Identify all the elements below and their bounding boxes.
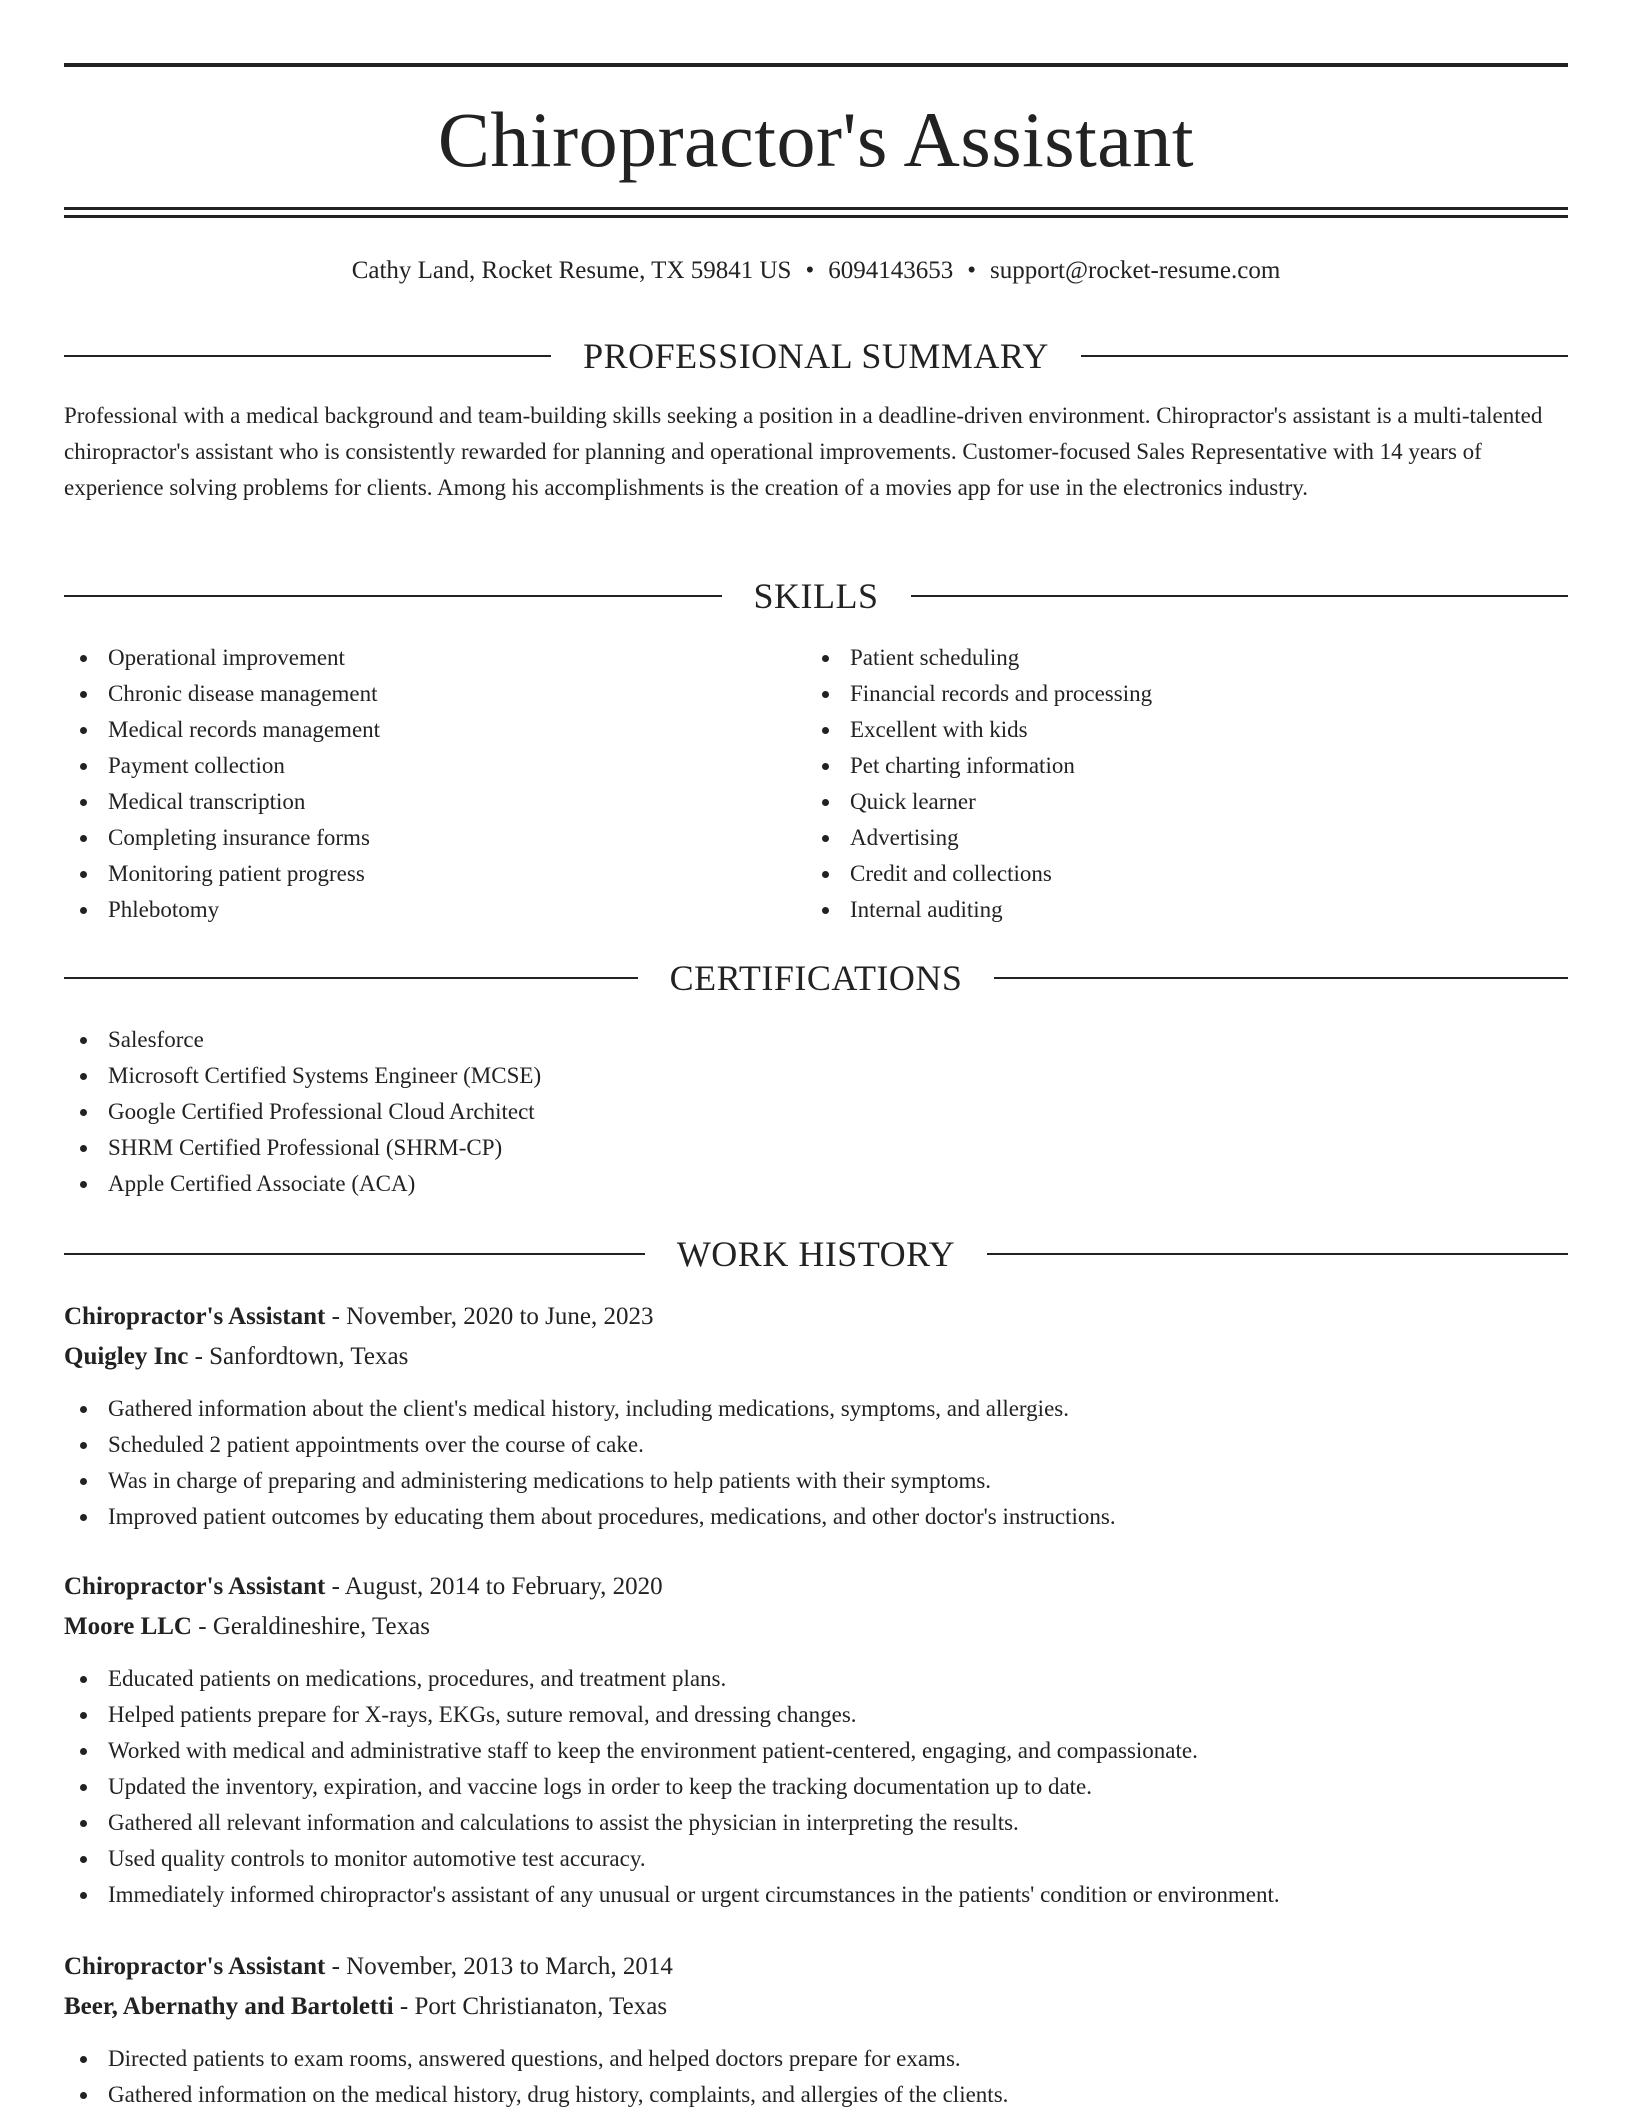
job-bullets bbox=[64, 1661, 1568, 1913]
section-heading-skills bbox=[64, 574, 1568, 618]
job-title-line bbox=[64, 1297, 1568, 1337]
section-title: SKILLS bbox=[753, 576, 879, 616]
top-rule bbox=[64, 63, 1568, 67]
heading-rule-left bbox=[64, 595, 722, 597]
heading-rule-right bbox=[994, 977, 1568, 979]
section-title: PROFESSIONAL SUMMARY bbox=[583, 336, 1049, 376]
heading-rule-right bbox=[987, 1253, 1568, 1255]
job-location: - Sanfordtown, Texas bbox=[188, 1343, 409, 1370]
job-bullet: Gathered information about the client's medical history, including medications, symptoms, and allergies. bbox=[64, 1391, 1568, 1427]
skill-item: Completing insurance forms bbox=[64, 820, 804, 856]
job-company-line bbox=[64, 1987, 1568, 2027]
heading-rule-right bbox=[911, 595, 1569, 597]
skill-item: Patient scheduling bbox=[806, 640, 1546, 676]
job-title-line bbox=[64, 1947, 1568, 1987]
contact-phone: 6094143653 bbox=[828, 257, 954, 284]
certification-item: Apple Certified Associate (ACA) bbox=[64, 1166, 1568, 1202]
skill-item: Quick learner bbox=[806, 784, 1546, 820]
job-location: - Port Christianaton, Texas bbox=[393, 1993, 668, 2020]
skills-list-right bbox=[806, 640, 1546, 928]
heading-rule-left bbox=[64, 355, 551, 357]
certification-item: SHRM Certified Professional (SHRM-CP) bbox=[64, 1130, 1568, 1166]
certification-item: Microsoft Certified Systems Engineer (MCSE) bbox=[64, 1058, 1568, 1094]
contact-separator: • bbox=[967, 257, 976, 284]
skill-item: Credit and collections bbox=[806, 856, 1546, 892]
job-dates: - November, 2013 to March, 2014 bbox=[325, 1953, 673, 1980]
heading-rule-left bbox=[64, 1253, 645, 1255]
skill-item: Advertising bbox=[806, 820, 1546, 856]
job-bullet: Directed patients to exam rooms, answered questions, and helped doctors prepare for exams. bbox=[64, 2041, 1568, 2077]
job-bullet: Immediately informed chiropractor's assistant of any unusual or urgent circumstances in the patients' condition or environment. bbox=[64, 1877, 1568, 1913]
page-title: Chiropractor's Assistant bbox=[437, 96, 1195, 183]
certification-item: Google Certified Professional Cloud Architect bbox=[64, 1094, 1568, 1130]
section-title: CERTIFICATIONS bbox=[669, 958, 963, 998]
contact-email: support@rocket-resume.com bbox=[990, 257, 1281, 284]
skill-item: Financial records and processing bbox=[806, 676, 1546, 712]
job-title: Chiropractor's Assistant bbox=[64, 1303, 326, 1330]
skill-item: Internal auditing bbox=[806, 892, 1546, 928]
section-title: WORK HISTORY bbox=[676, 1234, 956, 1274]
contact-separator: • bbox=[805, 257, 815, 284]
skill-item: Payment collection bbox=[64, 748, 804, 784]
certifications-list bbox=[64, 1022, 1568, 1202]
skills-list-left bbox=[64, 640, 804, 928]
job-bullets bbox=[64, 2041, 1568, 2113]
job-bullet: Gathered all relevant information and calculations to assist the physician in interpreting the results. bbox=[64, 1805, 1568, 1841]
heading-rule-left bbox=[64, 977, 638, 979]
job-title: Chiropractor's Assistant bbox=[64, 1573, 326, 1600]
job-bullets bbox=[64, 1391, 1568, 1535]
heading-rule-right bbox=[1081, 355, 1568, 357]
job-bullet: Helped patients prepare for X-rays, EKGs, suture removal, and dressing changes. bbox=[64, 1697, 1568, 1733]
skill-item: Excellent with kids bbox=[806, 712, 1546, 748]
job-dates: - August, 2014 to February, 2020 bbox=[325, 1573, 663, 1600]
skill-item: Phlebotomy bbox=[64, 892, 804, 928]
job-company: Moore LLC bbox=[64, 1613, 192, 1640]
section-heading-certifications bbox=[64, 956, 1568, 1000]
job-bullet: Educated patients on medications, procedures, and treatment plans. bbox=[64, 1661, 1568, 1697]
job-bullet: Improved patient outcomes by educating them about procedures, medications, and other doctor's instructions. bbox=[64, 1499, 1568, 1535]
skill-item: Medical records management bbox=[64, 712, 804, 748]
contact-address: Cathy Land, Rocket Resume, TX 59841 US bbox=[351, 257, 792, 284]
job-company: Beer, Abernathy and Bartoletti bbox=[64, 1993, 394, 2020]
skill-item: Medical transcription bbox=[64, 784, 804, 820]
job-bullet: Updated the inventory, expiration, and vaccine logs in order to keep the tracking documentation up to date. bbox=[64, 1769, 1568, 1805]
skill-item: Monitoring patient progress bbox=[64, 856, 804, 892]
job-company: Quigley Inc bbox=[64, 1343, 189, 1370]
job-title-line bbox=[64, 1567, 1568, 1607]
job-bullet: Worked with medical and administrative staff to keep the environment patient-centered, engaging, and compassionate. bbox=[64, 1733, 1568, 1769]
job-location: - Geraldineshire, Texas bbox=[192, 1613, 430, 1640]
title-double-rule-upper bbox=[64, 207, 1568, 210]
summary-text: Professional with a medical background and team-building skills seeking a position in a deadline-driven environment. Chiropractor's assistant is a multi-talented chiropractor's assistant who is consistently rewarded for planning and operational improvements. Customer-focused Sales Representative with 14 years of experience solving problems for clients. Among his accomplishments is the creation of a movies app for use in the electronics industry. bbox=[64, 403, 1543, 500]
skill-item: Pet charting information bbox=[806, 748, 1546, 784]
job-title: Chiropractor's Assistant bbox=[64, 1953, 326, 1980]
job-dates: - November, 2020 to June, 2023 bbox=[325, 1303, 654, 1330]
title-double-rule-lower bbox=[64, 215, 1568, 218]
job-bullet: Used quality controls to monitor automotive test accuracy. bbox=[64, 1841, 1568, 1877]
section-heading-work-history bbox=[64, 1232, 1568, 1276]
section-heading-summary bbox=[64, 334, 1568, 378]
skill-item: Chronic disease management bbox=[64, 676, 804, 712]
certification-item: Salesforce bbox=[64, 1022, 1568, 1058]
job-bullet: Scheduled 2 patient appointments over the course of cake. bbox=[64, 1427, 1568, 1463]
job-bullet: Gathered information on the medical history, drug history, complaints, and allergies of the clients. bbox=[64, 2077, 1568, 2113]
contact-line bbox=[64, 254, 1568, 288]
job-company-line bbox=[64, 1337, 1568, 1377]
skill-item: Operational improvement bbox=[64, 640, 804, 676]
job-company-line bbox=[64, 1607, 1568, 1647]
job-bullet: Was in charge of preparing and administering medications to help patients with their symptoms. bbox=[64, 1463, 1568, 1499]
